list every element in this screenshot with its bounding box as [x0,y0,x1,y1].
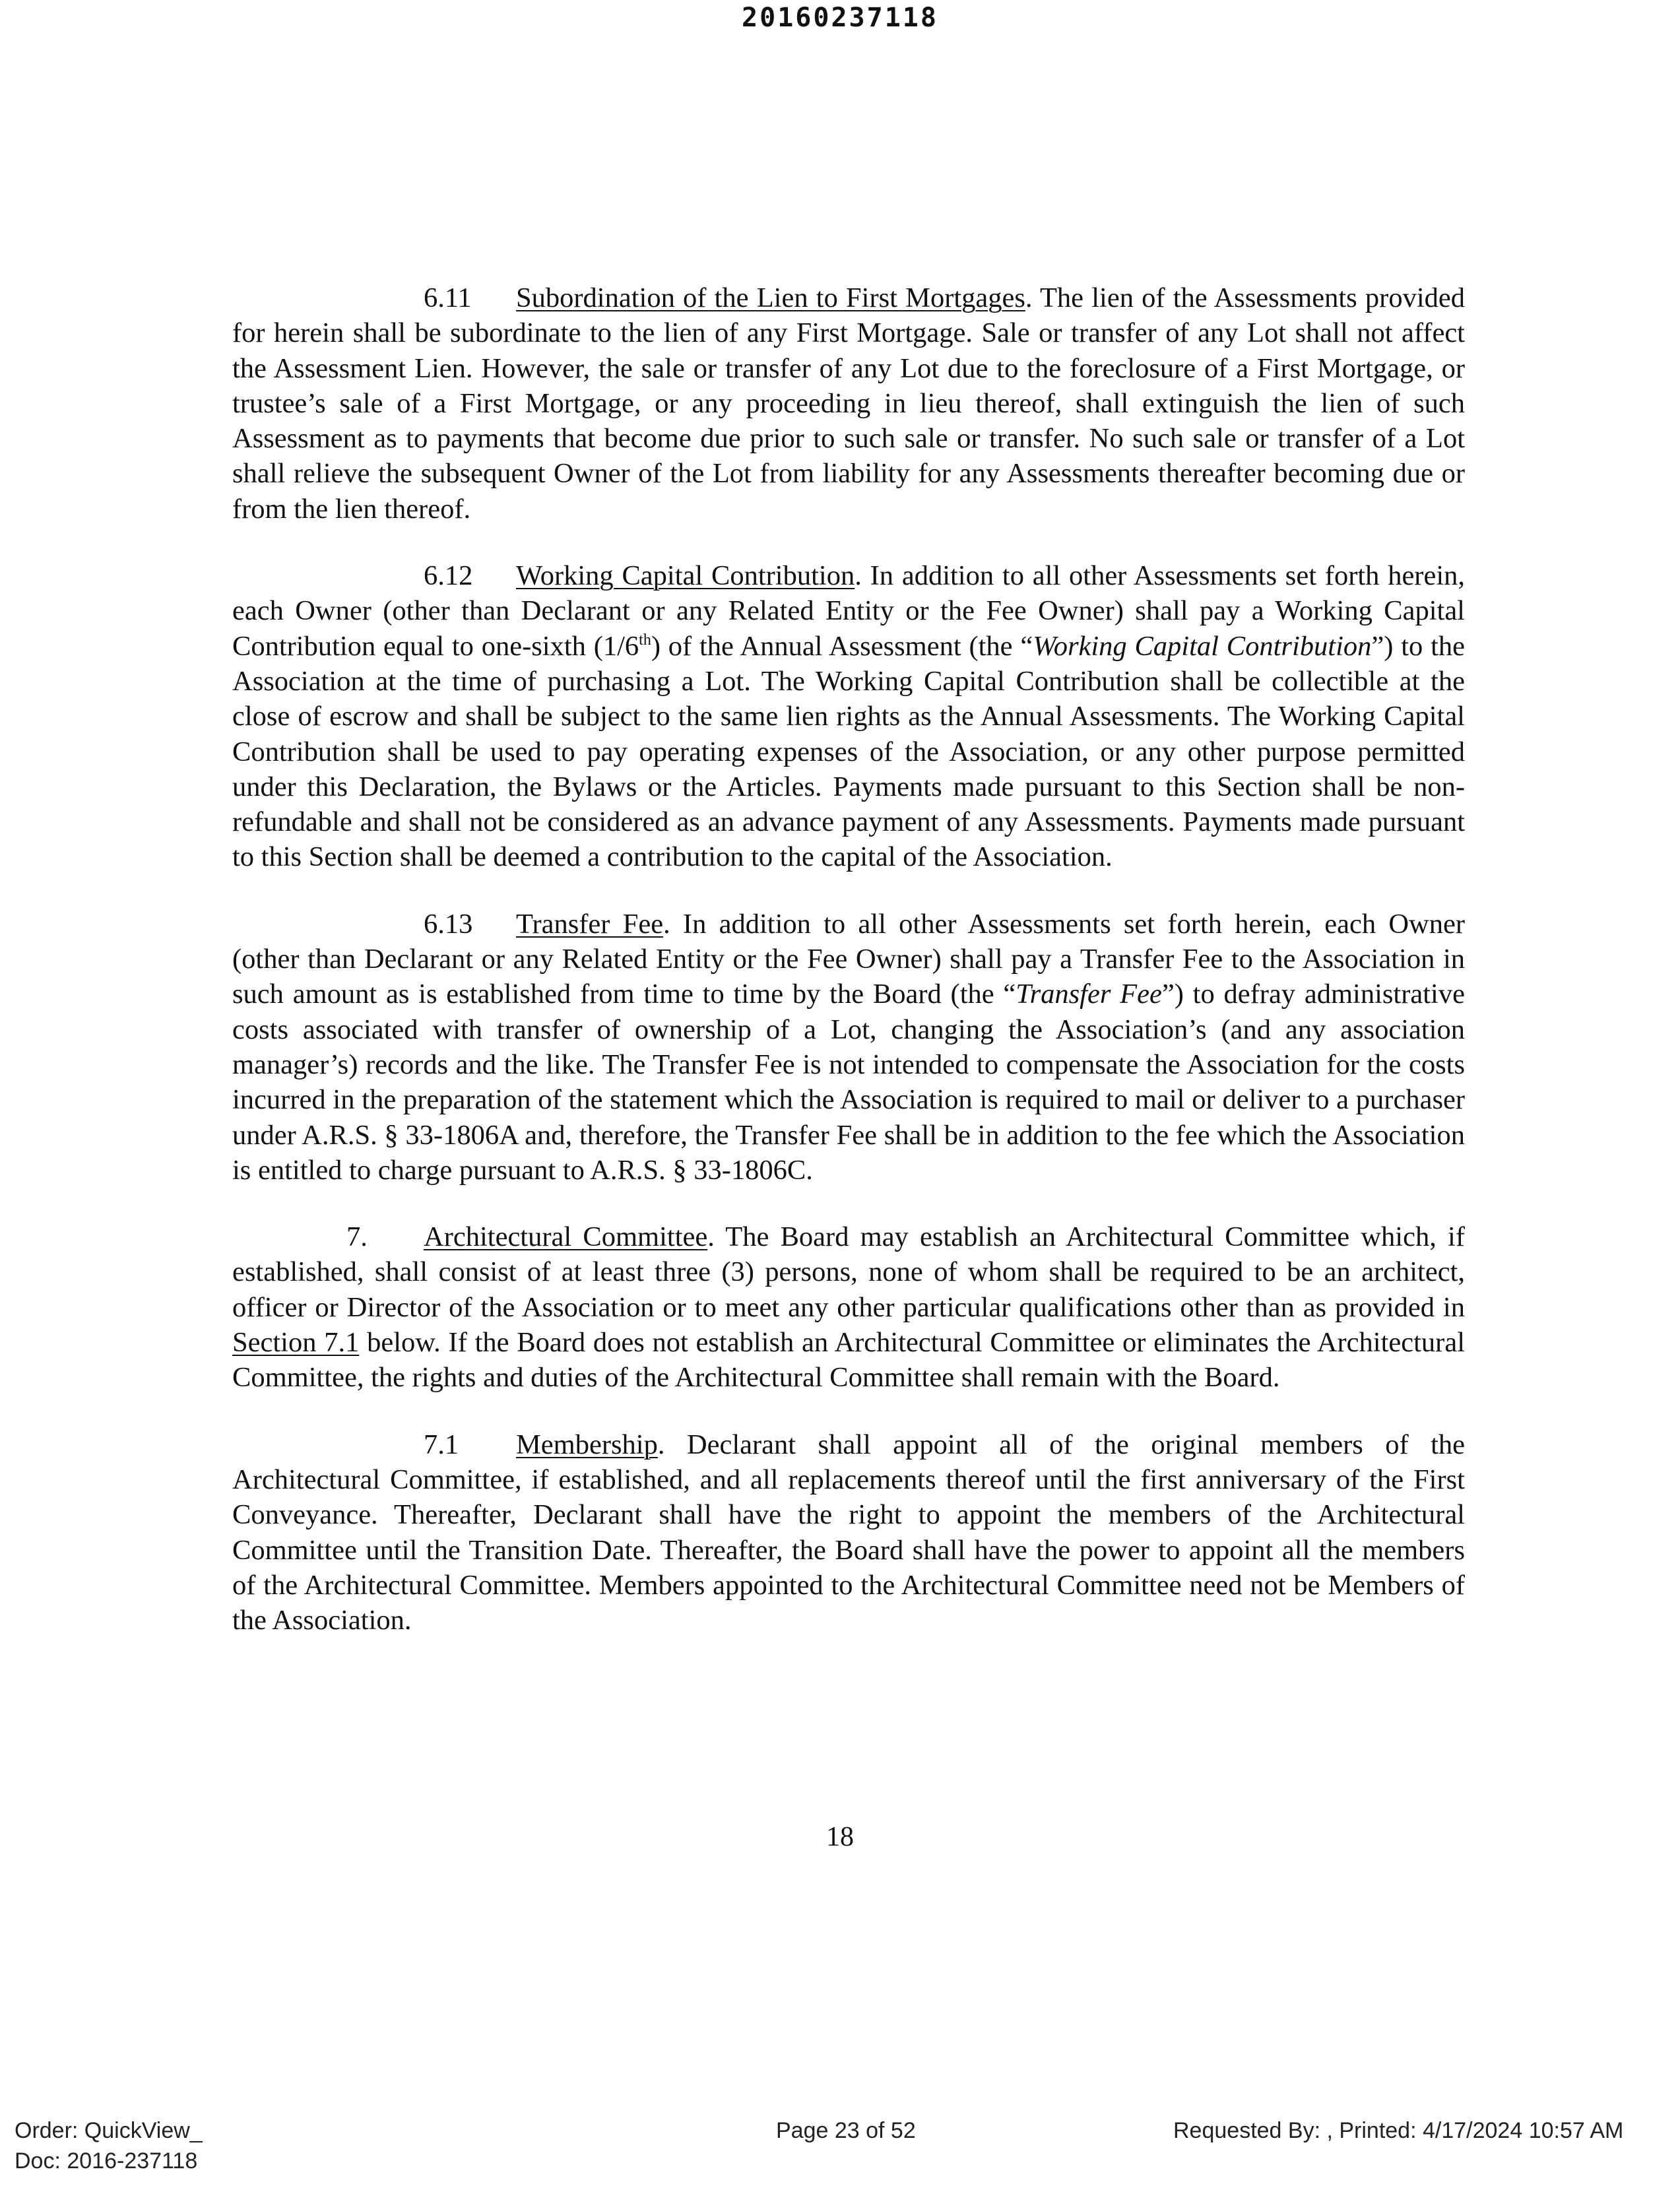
section-6-11 [232,280,1465,527]
section-text: . In addition to all other Assessments set forth herein, each Owner (other than Declarant or any Related Entity or the Fee Owner) shall pay a Working Capital Contribution equal to one-sixth (1/6 [232,560,1466,662]
section-reference: Section 7.1 [232,1327,360,1359]
footer-page-count: Page 23 of 52 [776,2118,916,2143]
section-text: below. If the Board does not establish an Architectural Committee or eliminates the Architectural Committee, the rights and duties of the Architectural Committee shall remain with the Board. [232,1327,1466,1394]
footer-doc: Doc: 2016-237118 [15,2148,198,2174]
section-6-13 [232,907,1465,1188]
section-text: . The Board may establish an Architectural Committee which, if established, shall consist of at least three (3) persons, none of whom shall be required to be an architect, officer or Director of the Association or to meet any other particular qualifications other than as provided in [232,1221,1465,1323]
section-text: ”) to the Association at the time of purchasing a Lot. The Working Capital Contribution shall be collectible at the close of escrow and shall be subject to the same lien rights as the Annual Assessments. The Working Capital Contribution shall be used to pay operating expenses of the Association, or any other purpose permitted under this Declaration, the Bylaws or the Articles. Payments made pursuant to this Section shall be non-refundable and shall not be considered as an advance payment of any Assessments. Payments made pursuant to this Section shall be deemed a contribution to the capital of the Association. [232,630,1466,873]
section-text: . In addition to all other Assessments set forth herein, each Owner (other than Declarant or any Related Entity or the Fee Owner) shall pay a Transfer Fee to the Association in such amount as is established from time to time by the Board (the “ [232,908,1465,1010]
page-number: 18 [826,1822,854,1852]
section-heading: Architectural Committee [424,1221,708,1253]
section-6-12 [232,558,1465,875]
section-7 [232,1219,1465,1395]
superscript: th [639,631,651,649]
section-heading: Transfer Fee [516,908,664,940]
footer-order: Order: QuickView_ [15,2118,203,2143]
document-body [232,280,1465,1669]
section-number: 6.12 [424,560,473,592]
section-heading: Membership [516,1429,658,1460]
section-text: . Declarant shall appoint all of the original members of the Architectural Committee, if established, and all replacements thereof until the first anniversary of the First Conveyance. Thereafter, Declarant shall have the right to appoint the members of the Architectural Committee until the Transition Date. Thereafter, the Board shall have the power to appoint all the members of the Architectural Committee. Members appointed to the Architectural Committee need not be Members of the Association. [232,1429,1465,1636]
section-text: ”) to defray administrative costs associated with transfer of ownership of a Lot, changing the Association’s (and any association manager’s) records and the like. The Transfer Fee is not intended to compensate the Association for the costs incurred in the preparation of the statement which the Association is required to mail or deliver to a purchaser under A.R.S. § 33-1806A and, therefore, the Transfer Fee shall be in addition to the fee which the Association is entitled to charge pursuant to A.R.S. § 33-1806C. [232,979,1465,1186]
footer-requested-printed: Requested By: , Printed: 4/17/2024 10:57 AM [1173,2118,1624,2143]
document-number: 20160237118 [742,3,938,33]
defined-term: Transfer Fee [1016,979,1162,1010]
section-number: 7. [346,1221,368,1253]
section-text: . The lien of the Assessments provided for herein shall be subordinate to the lien of any First Mortgage. Sale or transfer of any Lot shall not affect the Assessment Lien. However, the sale or transfer of any Lot due to the foreclosure of a First Mortgage, or trustee’s sale of a First Mortgage, or any proceeding in lieu thereof, shall extinguish the lien of such Assessment as to payments that become due prior to such sale or transfer. No such sale or transfer of a Lot shall relieve the subsequent Owner of the Lot from liability for any Assessments thereafter becoming due or from the lien thereof. [232,282,1465,525]
section-number: 6.13 [424,908,473,940]
section-number: 6.11 [424,282,472,313]
section-heading: Working Capital Contribution [516,560,855,592]
defined-term: Working Capital Contribution [1033,630,1372,662]
section-7-1 [232,1427,1465,1638]
section-heading: Subordination of the Lien to First Mortgages [516,282,1025,313]
section-text: ) of the Annual Assessment (the “ [651,630,1033,662]
section-number: 7.1 [424,1429,459,1460]
